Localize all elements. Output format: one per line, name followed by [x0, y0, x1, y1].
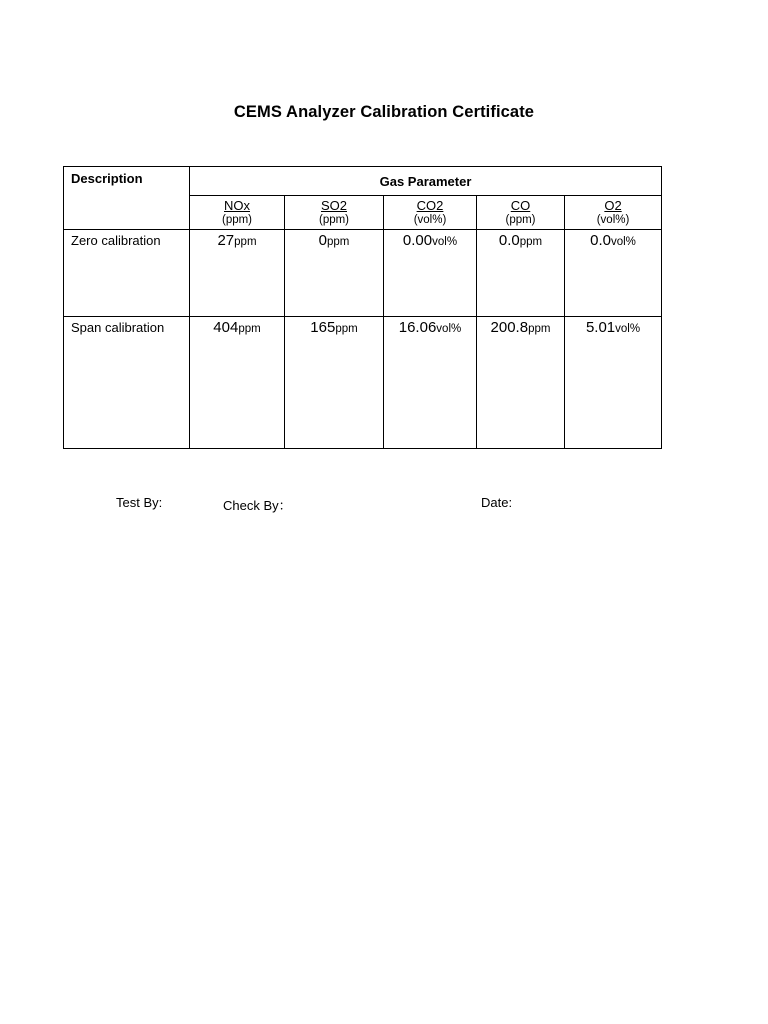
value-number: 0 — [318, 232, 327, 249]
gas-name: NOx — [224, 198, 250, 213]
gas-name: O2 — [604, 198, 622, 213]
value-number: 16.06 — [398, 319, 437, 336]
value-cell — [565, 317, 662, 449]
gas-parameter-header: Gas Parameter — [190, 167, 662, 196]
gas-unit: (ppm) — [221, 214, 253, 226]
value-number: 5.01 — [585, 319, 616, 336]
row-label: Span calibration — [64, 317, 190, 449]
value-cell — [285, 317, 384, 449]
value-cell — [565, 230, 662, 317]
value-number: 0.0 — [590, 232, 611, 249]
value-cell — [285, 230, 384, 317]
value-number: 0.0 — [498, 232, 520, 249]
table-row-span-calibration — [64, 317, 662, 449]
page-title: CEMS Analyzer Calibration Certificate — [233, 103, 535, 121]
value-unit: ppm — [528, 323, 551, 335]
gas-column-nox — [190, 196, 285, 230]
value-number: 0.00 — [402, 232, 433, 249]
gas-column-co2 — [384, 196, 477, 230]
value-unit: ppm — [519, 236, 543, 248]
check-by-label: Check By： — [223, 498, 292, 513]
value-unit: ppm — [238, 323, 261, 335]
gas-name: CO2 — [416, 198, 444, 213]
value-cell — [190, 230, 285, 317]
test-by-label: Test By: — [116, 495, 163, 510]
value-unit: vol% — [610, 236, 636, 248]
value-number: 404 — [213, 319, 239, 336]
value-number: 27 — [217, 232, 235, 249]
value-number: 165 — [310, 319, 336, 336]
value-unit: ppm — [335, 323, 358, 335]
description-header: Description — [64, 167, 190, 230]
gas-name: CO — [510, 198, 531, 213]
gas-unit: (ppm) — [318, 214, 350, 226]
value-cell — [384, 317, 477, 449]
gas-unit: (vol%) — [413, 214, 447, 226]
value-cell — [477, 230, 565, 317]
value-unit: vol% — [615, 323, 641, 335]
value-unit: ppm — [234, 236, 257, 248]
gas-column-so2 — [285, 196, 384, 230]
gas-name: SO2 — [320, 198, 347, 213]
row-label: Zero calibration — [64, 230, 190, 317]
gas-column-o2 — [565, 196, 662, 230]
gas-unit: (vol%) — [596, 214, 630, 226]
date-label: Date: — [481, 495, 513, 510]
value-number: 200.8 — [490, 319, 529, 336]
gas-unit: (ppm) — [505, 214, 536, 226]
table-row-zero-calibration — [64, 230, 662, 317]
value-cell — [384, 230, 477, 317]
gas-column-co — [477, 196, 565, 230]
value-unit: vol% — [432, 236, 458, 248]
value-unit: ppm — [326, 236, 350, 248]
calibration-table — [63, 166, 662, 449]
value-cell — [477, 317, 565, 449]
value-unit: vol% — [436, 323, 462, 335]
value-cell — [190, 317, 285, 449]
